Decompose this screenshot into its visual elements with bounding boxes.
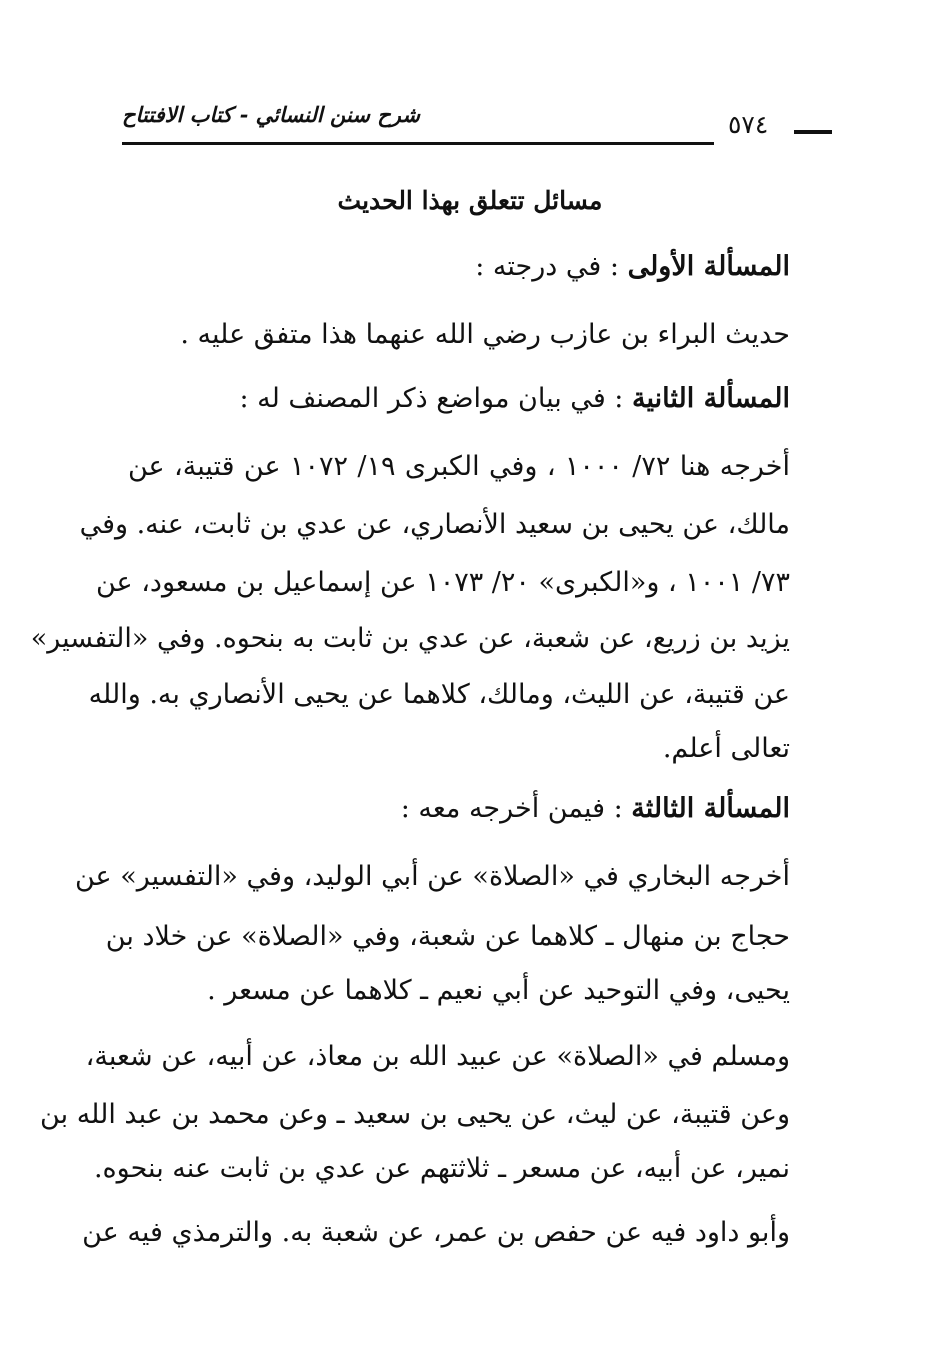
masala-2-heading [128,382,790,416]
masala-3-line: وعن قتيبة، عن ليث، عن يحيى بن سعيد ـ وعن محمد بن عبد الله بن [40,1099,790,1130]
masala-2-line: تعالى أعلم. [662,733,790,764]
masala-2-line: ٧٣/ ١٠٠١ ، و«الكبرى» ٢٠/ ١٠٧٣ عن إسماعيل بن مسعود، عن [95,567,790,598]
masala-3-line: أخرجه البخاري في «الصلاة» عن أبي الوليد، وفي «التفسير» عن [75,861,790,892]
masala-2-line: مالك، عن يحيى بن سعيد الأنصاري، عن عدي بن ثابت، عنه. وفي [79,509,790,540]
section-heading: مسائل تتعلق بهذا الحديث [337,186,603,215]
masala-3-line: حجاج بن منهال ـ كلاهما عن شعبة، وفي «الصلاة» عن خلاد بن [105,921,790,952]
masala-2-line: أخرجه هنا ٧٢/ ١٠٠٠ ، وفي الكبرى ١٩/ ١٠٧٢ عن قتيبة، عن [128,451,790,482]
page-header [122,96,832,156]
masala-3-label: المسألة الثالثة [631,793,790,824]
masala-3-line: يحيى، وفي التوحيد عن أبي نعيم ـ كلاهما عن مسعر . [207,975,790,1006]
masala-2-topic: : في بيان مواضع ذكر المصنف له : [239,383,624,414]
running-title: شرح سنن النسائي - كتاب الافتتاح [122,102,420,127]
masala-2-line: يزيد بن زريع، عن شعبة، عن عدي بن ثابت به بنحوه. وفي «التفسير» [30,623,790,654]
masala-1-text: حديث البراء بن عازب رضي الله عنهما هذا متفق عليه . [180,319,790,350]
masala-3-line: نمير، عن أبيه، عن مسعر ـ ثلاثتهم عن عدي بن ثابت عنه بنحوه. [93,1153,790,1184]
masala-1-heading [128,250,790,284]
masala-3-heading [128,792,790,826]
header-rule [122,142,714,145]
masala-3-line: وأبو داود فيه عن حفص بن عمر، عن شعبة به. والترمذي فيه عن [82,1217,790,1248]
page-number: ٥٧٤ [728,110,769,139]
masala-1-label: المسألة الأولى [627,251,790,282]
masala-2-line: عن قتيبة، عن الليث، ومالك، كلاهما عن يحيى الأنصاري به. والله [88,679,790,710]
masala-3-line: ومسلم في «الصلاة» عن عبيد الله بن معاذ، عن أبيه، عن شعبة، [85,1041,790,1072]
masala-3-topic: : فيمن أخرجه معه : [400,793,623,824]
masala-2-label: المسألة الثانية [632,383,790,414]
page-number-dash [794,130,832,134]
masala-1-topic: : في درجته : [475,251,619,282]
